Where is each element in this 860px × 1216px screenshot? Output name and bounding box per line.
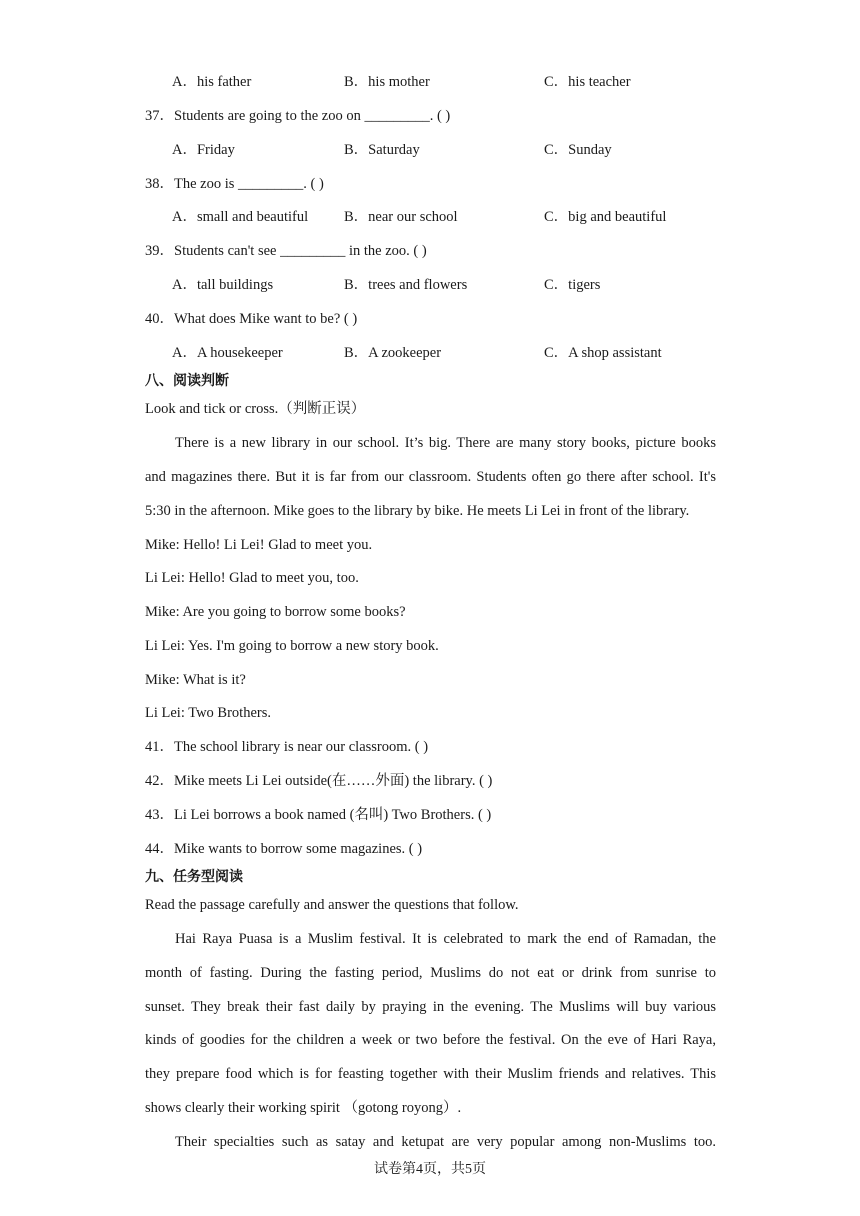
section-8-passage-line: There is a new library in our school. It’s big. There are many story books, picture books — [175, 435, 716, 451]
dialogue-line: Li Lei: Yes. I'm going to borrow a new story book. — [145, 638, 439, 654]
section-9-instruction: Read the passage carefully and answer the questions that follow. — [145, 897, 519, 913]
page-footer: 试卷第4页，共5页 — [374, 1162, 486, 1177]
dialogue-line: Mike: Are you going to borrow some books? — [145, 604, 406, 620]
section-8-passage-line: 5:30 in the afternoon. Mike goes to the library by bike. He meets Li Lei in front of the library. — [145, 503, 690, 519]
q38-option-a: A．small and beautiful — [172, 209, 309, 225]
question-37: 37．Students are going to the zoo on _________. ( ) — [145, 108, 451, 124]
q39-option-a: A．tall buildings — [172, 277, 274, 293]
dialogue-line: Mike: Hello! Li Lei! Glad to meet you. — [145, 537, 373, 553]
question-42: 42．Mike meets Li Lei outside(在……外面) the library. ( ) — [145, 773, 493, 789]
q40-option-a: A．A housekeeper — [172, 345, 283, 361]
dialogue-line: Li Lei: Hello! Glad to meet you, too. — [145, 570, 359, 586]
dialogue-line: Mike: What is it? — [145, 672, 246, 688]
section-8-passage-line: and magazines there. But it is far from our classroom. Students often go there after school. It's — [145, 469, 716, 485]
q38-option-b: B．near our school — [344, 209, 458, 225]
q37-option-c: C．Sunday — [544, 142, 612, 158]
q38-options — [0, 207, 860, 227]
question-43: 43．Li Lei borrows a book named (名叫) Two Brothers. ( ) — [145, 807, 492, 823]
section-9-passage-line: they prepare food which is for feasting together with their Muslim friends and relatives. This — [145, 1066, 716, 1082]
q38-option-c: C．big and beautiful — [544, 209, 667, 225]
question-38: 38．The zoo is _________. ( ) — [145, 176, 324, 192]
section-9-passage-line: kinds of goodies for the children a week or two before the festival. On the eve of Hari Raya, — [145, 1032, 716, 1048]
q36-option-c: C．his teacher — [544, 74, 631, 90]
section-8-instruction: Look and tick or cross.（判断正误） — [145, 401, 366, 417]
section-9-passage-line: shows clearly their working spirit （gotong royong）. — [145, 1100, 462, 1116]
q37-option-a: A．Friday — [172, 142, 235, 158]
q36-options — [0, 72, 860, 92]
question-39: 39．Students can't see _________ in the zoo. ( ) — [145, 243, 427, 259]
q39-option-c: C．tigers — [544, 277, 601, 293]
section-9-passage-line: sunset. They break their fast daily by praying in the evening. The Muslims will buy various — [145, 999, 716, 1015]
section-9-title: 九、任务型阅读 — [145, 869, 243, 885]
question-41: 41．The school library is near our classroom. ( ) — [145, 739, 429, 755]
q36-option-a: A．his father — [172, 74, 252, 90]
q40-option-c: C．A shop assistant — [544, 345, 662, 361]
q40-option-b: B．A zookeeper — [344, 345, 442, 361]
dialogue-line: Li Lei: Two Brothers. — [145, 705, 271, 721]
q39-option-b: B．trees and flowers — [344, 277, 468, 293]
q39-options — [0, 275, 860, 295]
section-8-title: 八、阅读判断 — [145, 373, 229, 389]
q40-options — [0, 343, 860, 363]
section-9-passage-line: Hai Raya Puasa is a Muslim festival. It is celebrated to mark the end of Ramadan, the — [175, 931, 716, 947]
section-9-passage-line: month of fasting. During the fasting period, Muslims do not eat or drink from sunrise to — [145, 965, 716, 981]
section-9-passage2: Their specialties such as satay and ketupat are very popular among non-Muslims too. — [175, 1134, 716, 1150]
q36-option-b: B．his mother — [344, 74, 430, 90]
question-44: 44．Mike wants to borrow some magazines. ( ) — [145, 841, 423, 857]
q37-options — [0, 140, 860, 160]
q37-option-b: B．Saturday — [344, 142, 420, 158]
question-40: 40．What does Mike want to be? ( ) — [145, 311, 358, 327]
